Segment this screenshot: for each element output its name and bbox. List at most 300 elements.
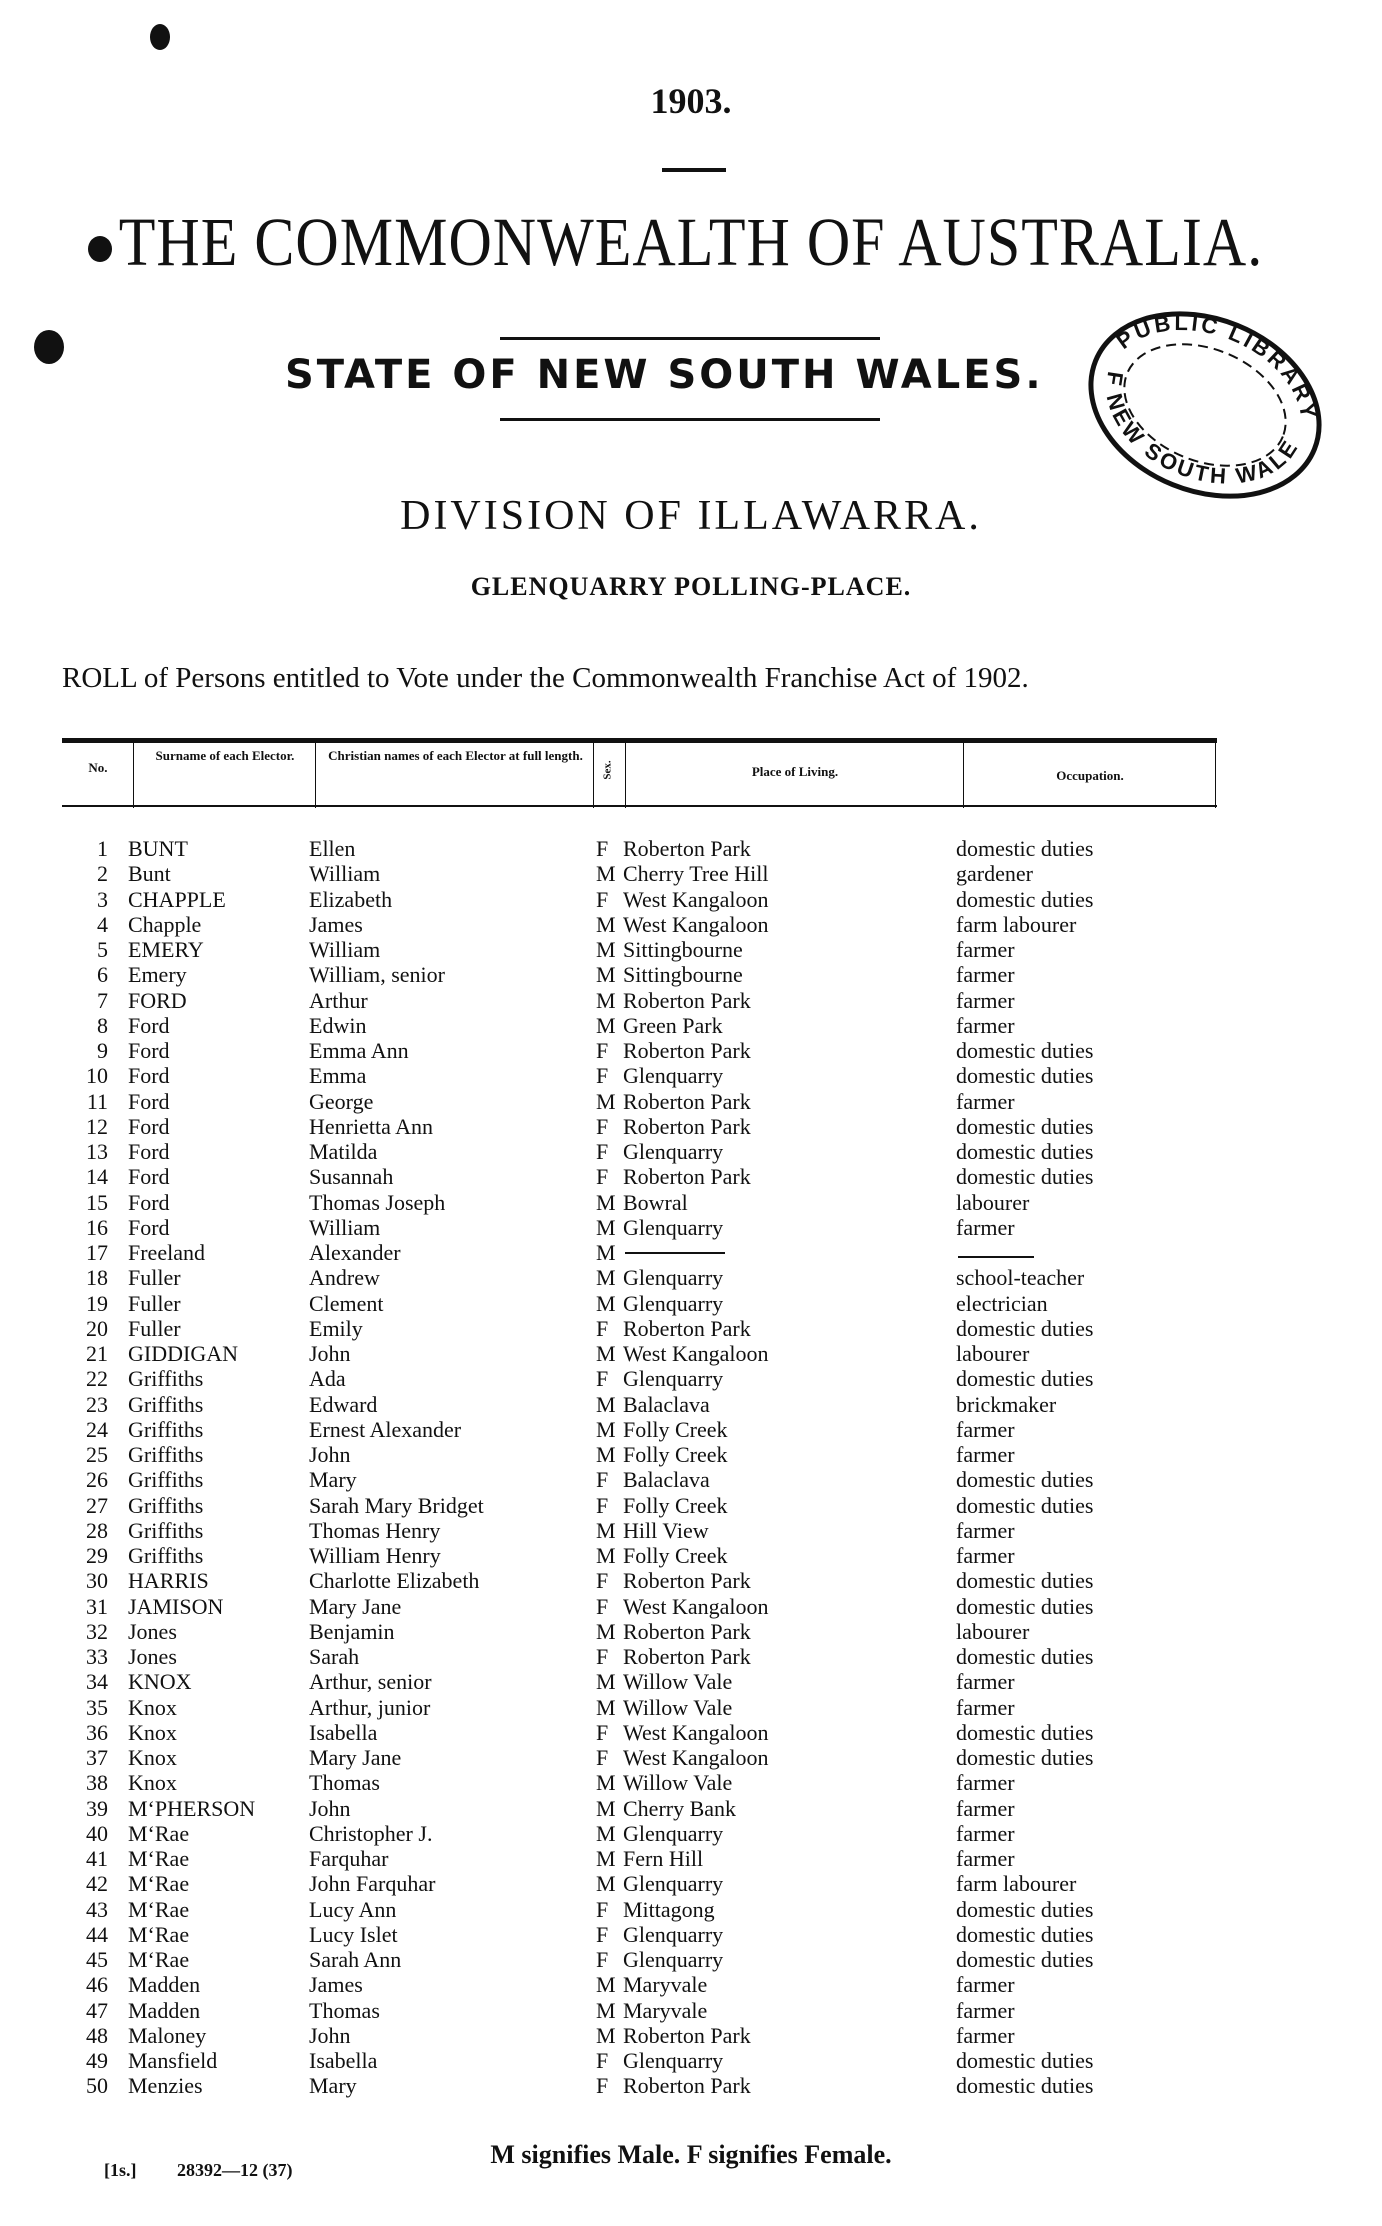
elector-number: 32 [86,1618,108,1644]
elector-occupation: farmer [956,1214,1015,1240]
elector-surname: M‘Rae [128,1820,190,1846]
table-row [0,1998,1382,2023]
elector-occupation: electrician [956,1290,1048,1316]
elector-sex: M [596,1416,616,1442]
elector-number: 12 [86,1113,108,1139]
table-row [0,1139,1382,1164]
elector-christian-names: Edwin [309,1012,367,1038]
elector-number: 25 [86,1442,108,1467]
elector-sex: M [596,937,616,962]
elector-occupation: domestic duties [956,1947,1094,1972]
elector-christian-names: Thomas [309,1770,380,1796]
elector-place: Glenquarry [623,1820,724,1846]
elector-sex: M [596,1997,616,2023]
elector-sex: M [596,1972,616,1998]
elector-occupation: farmer [956,1972,1015,1998]
elector-christian-names: Thomas [309,1997,380,2023]
table-row [0,1695,1382,1720]
elector-place: Roberton Park [623,836,751,861]
table-row [0,1038,1382,1063]
elector-place: Willow Vale [623,1770,733,1796]
elector-surname: Ford [128,1063,170,1089]
table-row [0,1366,1382,1391]
elector-place: Roberton Park [623,1113,751,1139]
elector-sex: M [596,1265,616,1291]
elector-number: 33 [86,1644,108,1669]
elector-surname: Griffiths [128,1442,204,1467]
elector-sex: M [596,987,616,1013]
elector-number: 10 [86,1063,108,1089]
elector-occupation: domestic duties [956,1745,1094,1770]
elector-sex: M [596,1669,616,1695]
table-row [0,1619,1382,1644]
elector-number: 5 [97,937,108,962]
elector-sex: F [596,836,609,861]
elector-number: 31 [86,1593,108,1619]
elector-sex: M [596,1240,616,1265]
elector-sex: M [596,1846,616,1871]
elector-occupation: farmer [956,1543,1015,1568]
elector-christian-names: Benjamin [309,1618,395,1644]
elector-sex: F [596,1896,609,1922]
elector-number: 15 [86,1189,108,1215]
elector-place: Roberton Park [623,1644,751,1669]
elector-christian-names: Arthur, senior [309,1669,432,1695]
elector-occupation: domestic duties [956,1315,1094,1341]
table-row [0,1568,1382,1593]
elector-christian-names: William [309,937,381,962]
elector-christian-names: John [309,1442,351,1467]
elector-occupation: labourer [956,1618,1030,1644]
scan-speck [34,330,64,364]
elector-surname: Griffiths [128,1366,204,1392]
elector-christian-names: Isabella [309,1719,378,1745]
elector-place: Roberton Park [623,2022,751,2048]
elector-christian-names: Sarah Ann [309,1947,402,1972]
elector-sex: F [596,1164,609,1190]
elector-place: Roberton Park [623,987,751,1013]
table-row [0,1341,1382,1366]
table-row [0,1493,1382,1518]
elector-surname: Knox [128,1719,177,1745]
elector-place: Glenquarry [623,1265,724,1291]
elector-sex: F [596,1745,609,1770]
column-divider [1215,742,1216,808]
column-header-sex: Sex. [601,760,614,780]
elector-occupation: farmer [956,1012,1015,1038]
elector-sex: F [596,1947,609,1972]
elector-surname: Ford [128,1164,170,1190]
elector-surname: Jones [128,1644,177,1669]
elector-number: 48 [86,2022,108,2048]
elector-place: Folly Creek [623,1416,728,1442]
elector-occupation: farmer [956,1088,1015,1114]
elector-sex: F [596,2048,609,2073]
elector-surname: Ford [128,1139,170,1164]
elector-surname: Emery [128,962,187,988]
elector-surname: Griffiths [128,1492,204,1518]
elector-place: Roberton Park [623,1618,751,1644]
elector-place: Folly Creek [623,1442,728,1467]
elector-surname: CHAPPLE [128,886,226,912]
elector-surname: KNOX [128,1669,192,1695]
table-row [0,1442,1382,1467]
elector-number: 21 [86,1341,108,1366]
elector-occupation: farmer [956,937,1015,962]
elector-christian-names: Clement [309,1290,384,1316]
elector-occupation: farmer [956,2022,1015,2048]
table-row [0,1897,1382,1922]
elector-christian-names: James [309,1972,363,1998]
table-row [0,1013,1382,1038]
table-row [0,1392,1382,1417]
elector-surname: EMERY [128,937,204,962]
elector-occupation: domestic duties [956,886,1094,912]
elector-christian-names: Lucy Islet [309,1921,398,1947]
elector-sex: M [596,861,616,887]
elector-sex: F [596,1921,609,1947]
elector-occupation: domestic duties [956,1492,1094,1518]
elector-christian-names: Thomas Henry [309,1517,441,1543]
elector-sex: F [596,1113,609,1139]
elector-surname: M‘Rae [128,1871,190,1897]
elector-place: Roberton Park [623,1038,751,1063]
elector-occupation: domestic duties [956,836,1094,861]
elector-christian-names: Henrietta Ann [309,1113,434,1139]
elector-occupation: farm labourer [956,911,1077,937]
elector-place: Glenquarry [623,1366,724,1392]
elector-place: Green Park [623,1012,723,1038]
elector-christian-names: Emma [309,1063,367,1089]
elector-place: Roberton Park [623,1568,751,1594]
elector-christian-names: John [309,1341,351,1366]
elector-number: 36 [86,1719,108,1745]
elector-number: 28 [86,1517,108,1543]
elector-place: Roberton Park [623,1088,751,1114]
elector-place: Glenquarry [623,1921,724,1947]
table-row [0,1594,1382,1619]
elector-number: 4 [97,911,108,937]
elector-place: Roberton Park [623,1315,751,1341]
elector-sex: M [596,1517,616,1543]
elector-number: 20 [86,1315,108,1341]
elector-place: Balaclava [623,1391,710,1417]
roll-title: ROLL of Persons entitled to Vote under the Commonwealth Franchise Act of 1902. [62,662,1029,694]
elector-place: West Kangaloon [623,911,769,937]
elector-occupation: domestic duties [956,1366,1094,1392]
elector-christian-names: William, senior [309,962,445,988]
elector-place: Maryvale [623,1972,708,1998]
elector-surname: Fuller [128,1315,181,1341]
elector-occupation: farmer [956,1442,1015,1467]
elector-christian-names: Mary [309,1467,357,1493]
elector-christian-names: John Farquhar [309,1871,436,1897]
stamp-text-bottom: OF NEW SOUTH WALES [1100,369,1304,489]
table-row [0,1669,1382,1694]
price: [1s.] [104,2160,137,2180]
table-row [0,1417,1382,1442]
elector-number: 18 [86,1265,108,1291]
elector-surname: JAMISON [128,1593,224,1619]
elector-place: Roberton Park [623,2073,751,2099]
scan-speck [88,236,112,262]
elector-sex: F [596,1467,609,1493]
elector-number: 50 [86,2073,108,2099]
table-row [0,1871,1382,1896]
elector-sex: M [596,1391,616,1417]
elector-occupation: domestic duties [956,1063,1094,1089]
column-header-surname: Surname of each Elector. [155,748,295,763]
table-row [0,1316,1382,1341]
elector-sex: F [596,1568,609,1594]
elector-sex: M [596,1088,616,1114]
elector-number: 2 [97,861,108,887]
elector-occupation: labourer [956,1189,1030,1215]
elector-christian-names: Elizabeth [309,886,393,912]
elector-christian-names: Sarah Mary Bridget [309,1492,484,1518]
elector-number: 43 [86,1896,108,1922]
elector-sex: M [596,1543,616,1568]
table-row [0,2048,1382,2073]
elector-christian-names: Charlotte Elizabeth [309,1568,480,1594]
elector-number: 40 [86,1820,108,1846]
elector-surname: Fuller [128,1290,181,1316]
elector-christian-names: James [309,911,363,937]
elector-christian-names: Ada [309,1366,346,1392]
elector-number: 7 [97,987,108,1013]
elector-christian-names: Matilda [309,1139,378,1164]
elector-sex: F [596,1038,609,1063]
elector-surname: Maloney [128,2022,207,2048]
elector-christian-names: William [309,861,381,887]
table-row [0,1644,1382,1669]
elector-occupation: domestic duties [956,1593,1094,1619]
elector-sex: F [596,1315,609,1341]
table-row [0,1846,1382,1871]
elector-occupation: domestic duties [956,1644,1094,1669]
elector-surname: Menzies [128,2073,203,2099]
elector-sex: M [596,1618,616,1644]
column-divider [133,742,134,808]
table-row [0,1720,1382,1745]
elector-sex: M [596,1770,616,1796]
elector-occupation: domestic duties [956,1568,1094,1594]
elector-place: Willow Vale [623,1669,733,1695]
elector-occupation: domestic duties [956,2073,1094,2099]
column-header-no: No. [88,760,108,775]
elector-occupation: farmer [956,987,1015,1013]
elector-christian-names: Mary [309,2073,357,2099]
table-row [0,1114,1382,1139]
column-divider [315,742,316,808]
elector-christian-names: Alexander [309,1240,401,1265]
elector-number: 29 [86,1543,108,1568]
elector-place: Fern Hill [623,1846,704,1871]
table-row [0,1240,1382,1265]
elector-place: Glenquarry [623,1871,724,1897]
sex-legend: M signifies Male. F signifies Female. [490,2140,892,2169]
elector-occupation: farmer [956,1846,1015,1871]
elector-place: Glenquarry [623,1947,724,1972]
elector-occupation: farmer [956,1997,1015,2023]
elector-christian-names: William [309,1214,381,1240]
elector-number: 16 [86,1214,108,1240]
elector-sex: M [596,1871,616,1897]
elector-number: 27 [86,1492,108,1518]
elector-occupation: domestic duties [956,1038,1094,1063]
table-row [0,836,1382,861]
elector-sex: M [596,962,616,988]
elector-occupation: school-teacher [956,1265,1085,1291]
table-row [0,1543,1382,1568]
table-row [0,1518,1382,1543]
table-row [0,1063,1382,1088]
elector-surname: Fuller [128,1265,181,1291]
elector-number: 8 [97,1012,108,1038]
elector-sex: F [596,1366,609,1392]
elector-surname: Ford [128,1189,170,1215]
table-row [0,912,1382,937]
table-row [0,2073,1382,2098]
svg-text:PUBLIC LIBRARY [1107,300,1335,431]
elector-christian-names: Arthur [309,987,368,1013]
elector-sex: M [596,1795,616,1821]
elector-surname: Ford [128,1214,170,1240]
column-divider [625,742,626,808]
elector-place: Folly Creek [623,1492,728,1518]
elector-place: West Kangaloon [623,1341,769,1366]
elector-surname: BUNT [128,836,188,861]
elector-place: Willow Vale [623,1694,733,1720]
elector-number: 46 [86,1972,108,1998]
elector-number: 6 [97,962,108,988]
elector-surname: Knox [128,1745,177,1770]
elector-christian-names: Mary Jane [309,1745,402,1770]
elector-number: 41 [86,1846,108,1871]
elector-sex: M [596,911,616,937]
table-row [0,1922,1382,1947]
scan-speck [150,24,170,50]
elector-number: 24 [86,1416,108,1442]
elector-christian-names: William Henry [309,1543,441,1568]
elector-place: Glenquarry [623,1139,724,1164]
elector-number: 23 [86,1391,108,1417]
elector-christian-names: Edward [309,1391,378,1417]
elector-place: Folly Creek [623,1543,728,1568]
elector-surname: GIDDIGAN [128,1341,238,1366]
elector-sex: F [596,1719,609,1745]
elector-number: 49 [86,2048,108,2073]
table-row [0,1745,1382,1770]
elector-place: Sittingbourne [623,962,743,988]
elector-surname: Ford [128,1012,170,1038]
elector-number: 37 [86,1745,108,1770]
elector-number: 34 [86,1669,108,1695]
elector-christian-names: Mary Jane [309,1593,402,1619]
table-row [0,1467,1382,1492]
table-row [0,1215,1382,1240]
table-row [0,1947,1382,1972]
elector-sex: M [596,1012,616,1038]
elector-place: Cherry Tree Hill [623,861,769,887]
table-row [0,988,1382,1013]
elector-place: Maryvale [623,1997,708,2023]
elector-occupation: domestic duties [956,1467,1094,1493]
elector-christian-names: Thomas Joseph [309,1189,446,1215]
elector-number: 1 [97,836,108,861]
elector-occupation: farmer [956,1669,1015,1695]
elector-christian-names: Christopher J. [309,1820,433,1846]
elector-number: 9 [97,1038,108,1063]
elector-christian-names: Sarah [309,1644,360,1669]
elector-place: West Kangaloon [623,886,769,912]
table-row [0,2023,1382,2048]
table-row [0,887,1382,912]
elector-number: 39 [86,1795,108,1821]
elector-sex: F [596,1139,609,1164]
elector-surname: Mansfield [128,2048,218,2073]
elector-number: 42 [86,1871,108,1897]
elector-surname: Ford [128,1038,170,1063]
elector-place: Bowral [623,1189,688,1215]
elector-surname: Griffiths [128,1543,204,1568]
elector-occupation: farmer [956,1795,1015,1821]
elector-sex: M [596,1442,616,1467]
elector-surname: M‘PHERSON [128,1795,256,1821]
elector-place: West Kangaloon [623,1719,769,1745]
elector-christian-names: Arthur, junior [309,1694,431,1720]
elector-occupation: farm labourer [956,1871,1077,1897]
divider [500,337,880,340]
elector-occupation: farmer [956,1820,1015,1846]
elector-place: Glenquarry [623,2048,724,2073]
division-heading: DIVISION OF ILLAWARRA. [400,493,982,539]
elector-number: 3 [97,886,108,912]
elector-occupation: domestic duties [956,1921,1094,1947]
elector-number: 38 [86,1770,108,1796]
column-header-place: Place of Living. [751,764,839,779]
elector-surname: Knox [128,1694,177,1720]
elector-number: 44 [86,1921,108,1947]
elector-place: Glenquarry [623,1063,724,1089]
elector-occupation: domestic duties [956,1139,1094,1164]
table-top-rule [62,738,1217,743]
elector-sex: M [596,1189,616,1215]
elector-occupation: farmer [956,1770,1015,1796]
elector-sex: M [596,1341,616,1366]
table-row [0,1796,1382,1821]
elector-surname: M‘Rae [128,1846,190,1871]
elector-christian-names: Ernest Alexander [309,1416,462,1442]
elector-surname: M‘Rae [128,1947,190,1972]
elector-surname: Madden [128,1972,201,1998]
elector-christian-names: John [309,1795,351,1821]
elector-christian-names: Lucy Ann [309,1896,397,1922]
elector-number: 26 [86,1467,108,1493]
column-header-occupation: Occupation. [1056,768,1124,783]
elector-christian-names: Farquhar [309,1846,389,1871]
elector-surname: M‘Rae [128,1921,190,1947]
elector-number: 47 [86,1997,108,2023]
elector-surname: Ford [128,1113,170,1139]
library-stamp [1075,300,1335,510]
elector-occupation: farmer [956,962,1015,988]
table-row [0,1291,1382,1316]
blank-occupation-dash [958,1256,1034,1258]
elector-sex: F [596,1063,609,1089]
elector-sex: F [596,1644,609,1669]
divider [500,418,880,421]
